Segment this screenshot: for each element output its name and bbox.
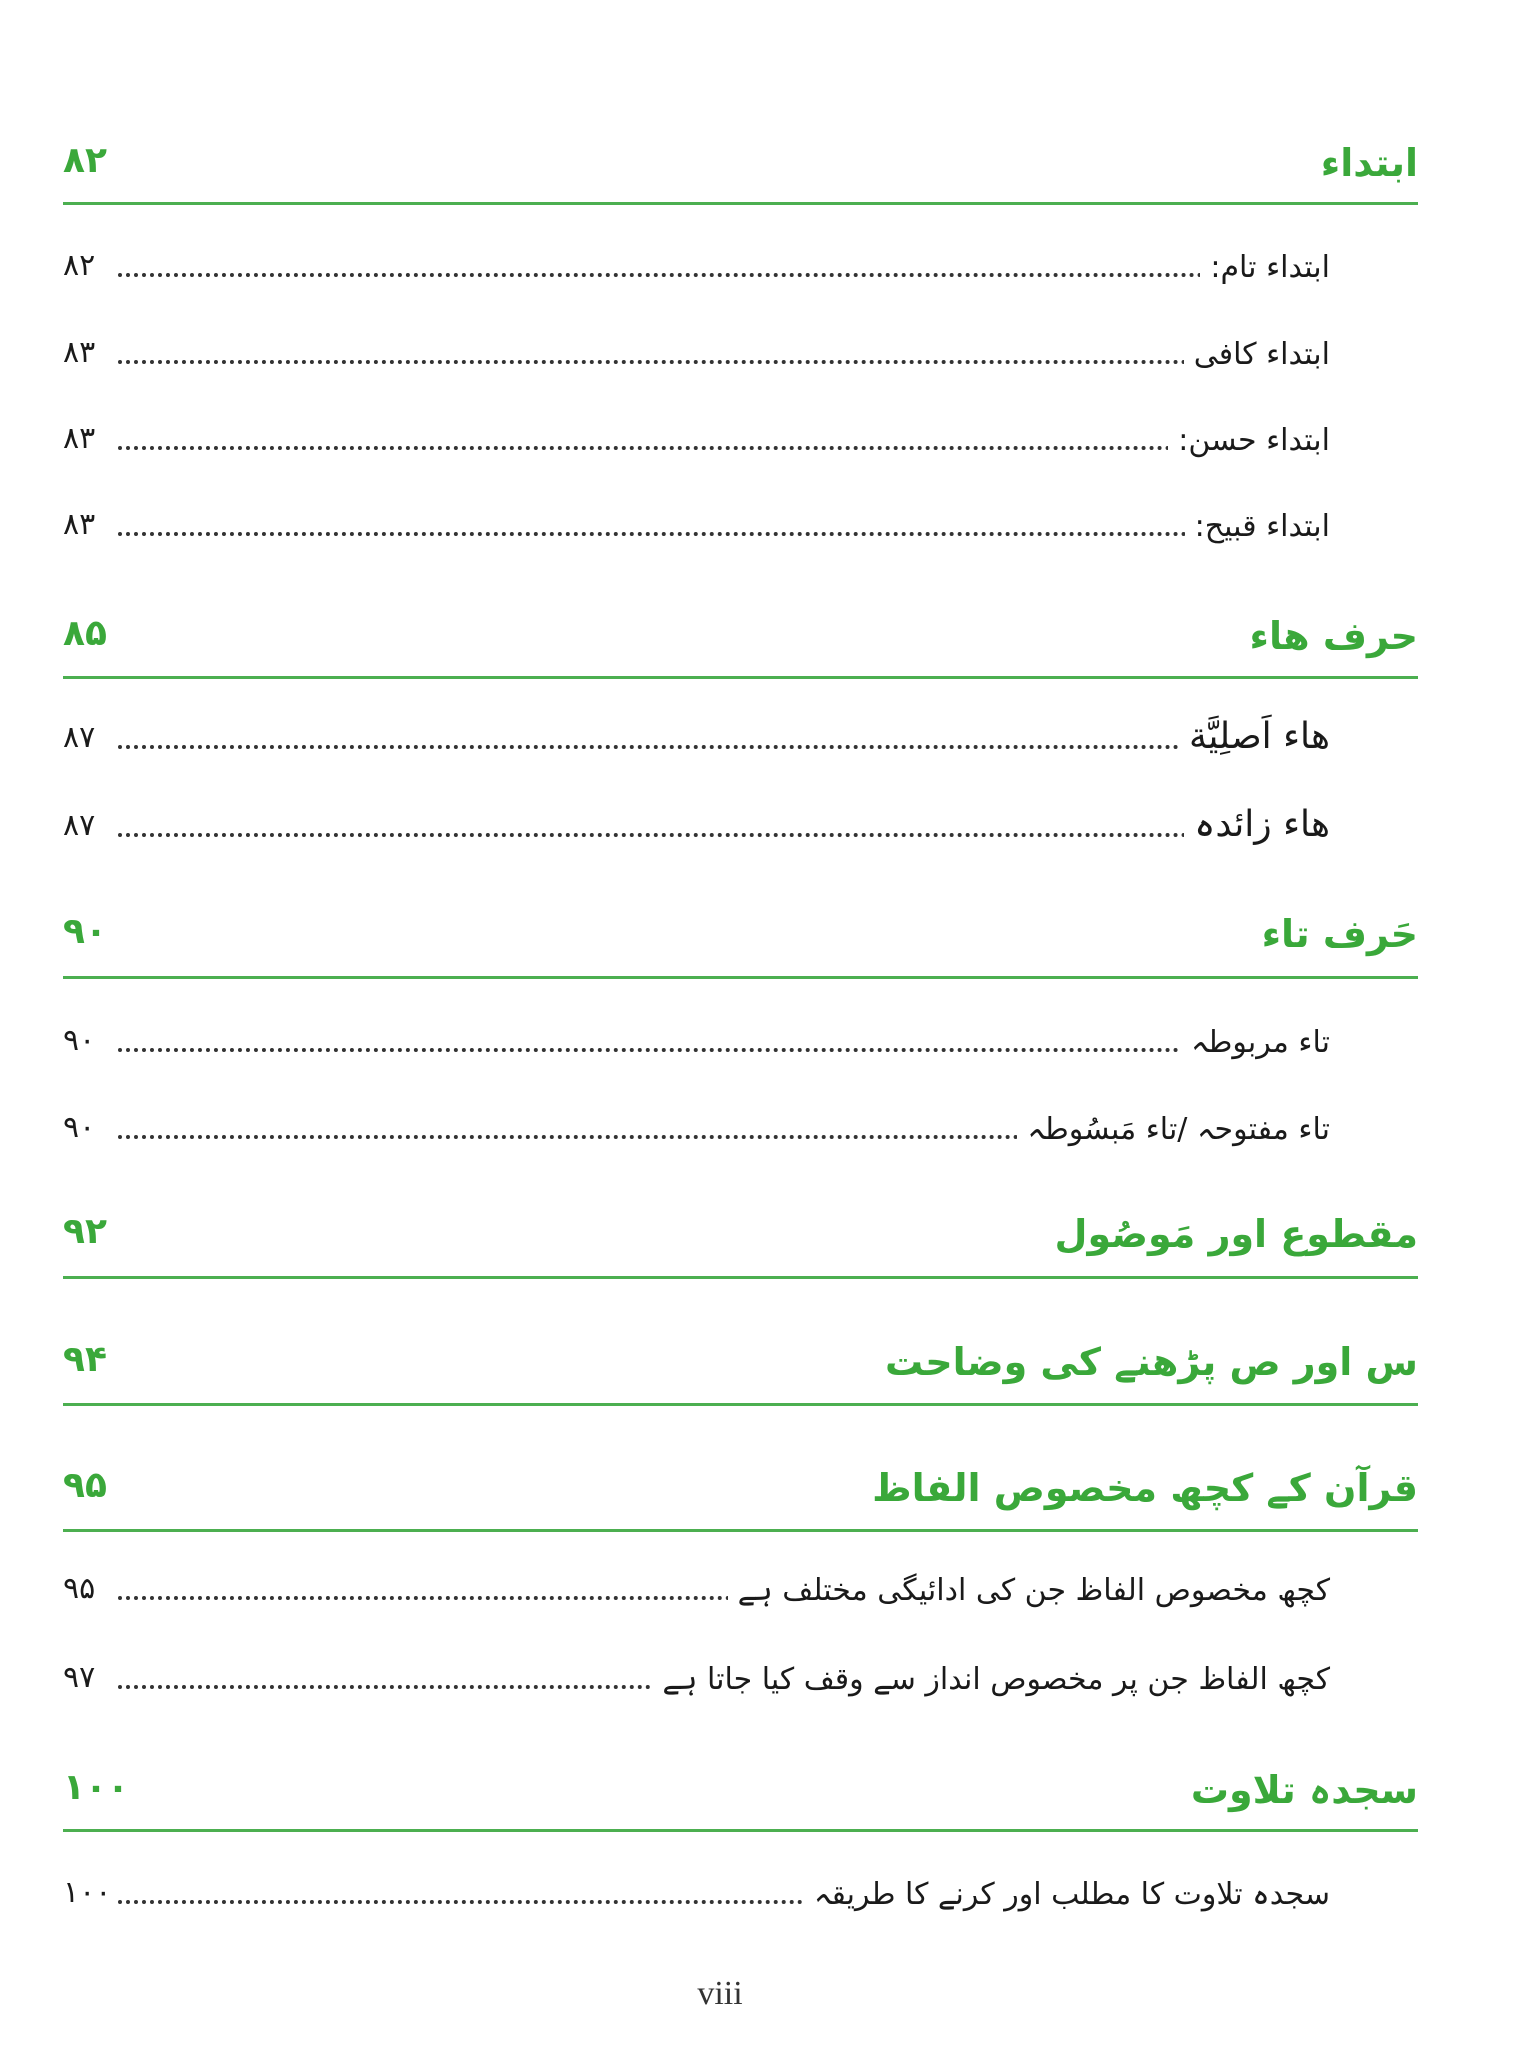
divider: [63, 1529, 1418, 1532]
entry-page: ۸۲: [63, 248, 96, 283]
section-heading[interactable]: [63, 1752, 1418, 1812]
entry-title: ابتداء کافی: [1184, 337, 1330, 372]
entry-page: ۸۳: [63, 421, 96, 456]
entry-title: ابتداء حسن:: [1168, 423, 1330, 458]
section-heading[interactable]: [63, 1324, 1418, 1384]
entry-page: ۹۰: [63, 1023, 96, 1058]
divider: [63, 676, 1418, 679]
entry-page: ۹۷: [63, 1660, 96, 1695]
section-title: ابتداء: [1320, 141, 1418, 185]
entry-page: ۹۰: [63, 1110, 96, 1145]
entry-page: ۱۰۰: [63, 1875, 112, 1910]
leader-dots: [118, 745, 1323, 749]
leader-dots: [118, 532, 1323, 536]
section-heading[interactable]: [63, 1450, 1418, 1510]
entry-title: سجدہ تلاوت کا مطلب اور کرنے کا طریقہ: [804, 1877, 1330, 1912]
divider: [63, 1829, 1418, 1832]
page-number: viii: [697, 1975, 743, 2012]
leader-dots: [118, 1048, 1323, 1052]
entry-page: ۸۷: [63, 720, 96, 755]
entry-page: ۸۳: [63, 335, 96, 370]
divider: [63, 1403, 1418, 1406]
section-page: ۸۵: [63, 613, 107, 654]
leader-dots: [118, 360, 1323, 364]
toc-entry[interactable]: [63, 398, 1418, 458]
section-page: ۹۲: [63, 1211, 107, 1252]
entry-page: ۹۵: [63, 1571, 96, 1606]
toc-entry[interactable]: [63, 1852, 1418, 1912]
leader-dots: [118, 273, 1323, 277]
divider: [63, 976, 1418, 979]
toc-entry[interactable]: [63, 1548, 1418, 1608]
section-page: ۱۰۰: [63, 1767, 129, 1808]
entry-title: ھاء زائدہ: [1184, 804, 1330, 845]
section-heading[interactable]: [63, 896, 1418, 956]
entry-title: تاء مفتوحہ /تاء مَبسُوطہ: [1017, 1112, 1330, 1147]
section-page: ۹۴: [63, 1339, 107, 1380]
entry-page: ۸۷: [63, 808, 96, 843]
toc-entry[interactable]: [63, 697, 1418, 757]
toc-entry[interactable]: [63, 1087, 1418, 1147]
section-title: س اور ص پڑھنے کی وضاحت: [884, 1340, 1418, 1384]
section-title: قرآن کے کچھ مخصوص الفاظ: [872, 1466, 1418, 1510]
section-title: حَرف تاء: [1261, 912, 1418, 956]
entry-title: ھاء اَصلِیَّة: [1179, 716, 1330, 757]
section-title: سجدہ تلاوت: [1190, 1768, 1418, 1812]
section-heading[interactable]: [63, 1196, 1418, 1256]
toc-entry[interactable]: [63, 785, 1418, 845]
divider: [63, 1276, 1418, 1279]
entry-title: کچھ مخصوص الفاظ جن کی ادائیگی مختلف ہے: [728, 1573, 1330, 1608]
section-page: ۸۲: [63, 140, 107, 181]
section-title: حرف ھاء: [1249, 614, 1418, 658]
entry-title: ابتداء قبیح:: [1185, 509, 1330, 544]
section-page: ۹۰: [63, 911, 107, 952]
toc-entry[interactable]: [63, 312, 1418, 372]
toc-entry[interactable]: [63, 1637, 1418, 1697]
toc-entry[interactable]: [63, 1000, 1418, 1060]
section-page: ۹۵: [63, 1465, 107, 1506]
entry-title: تاء مربوطہ: [1181, 1025, 1330, 1060]
entry-title: ابتداء تام:: [1200, 250, 1330, 285]
section-title: مقطوع اور مَوصُول: [1054, 1212, 1418, 1256]
section-heading[interactable]: [63, 125, 1418, 185]
section-heading[interactable]: [63, 598, 1418, 658]
toc-entry[interactable]: [63, 225, 1418, 285]
toc-entry[interactable]: [63, 484, 1418, 544]
divider: [63, 202, 1418, 205]
entry-title: کچھ الفاظ جن پر مخصوص انداز سے وقف کیا جاتا ہے: [652, 1662, 1330, 1697]
leader-dots: [118, 446, 1323, 450]
entry-page: ۸۳: [63, 507, 96, 542]
leader-dots: [118, 833, 1323, 837]
